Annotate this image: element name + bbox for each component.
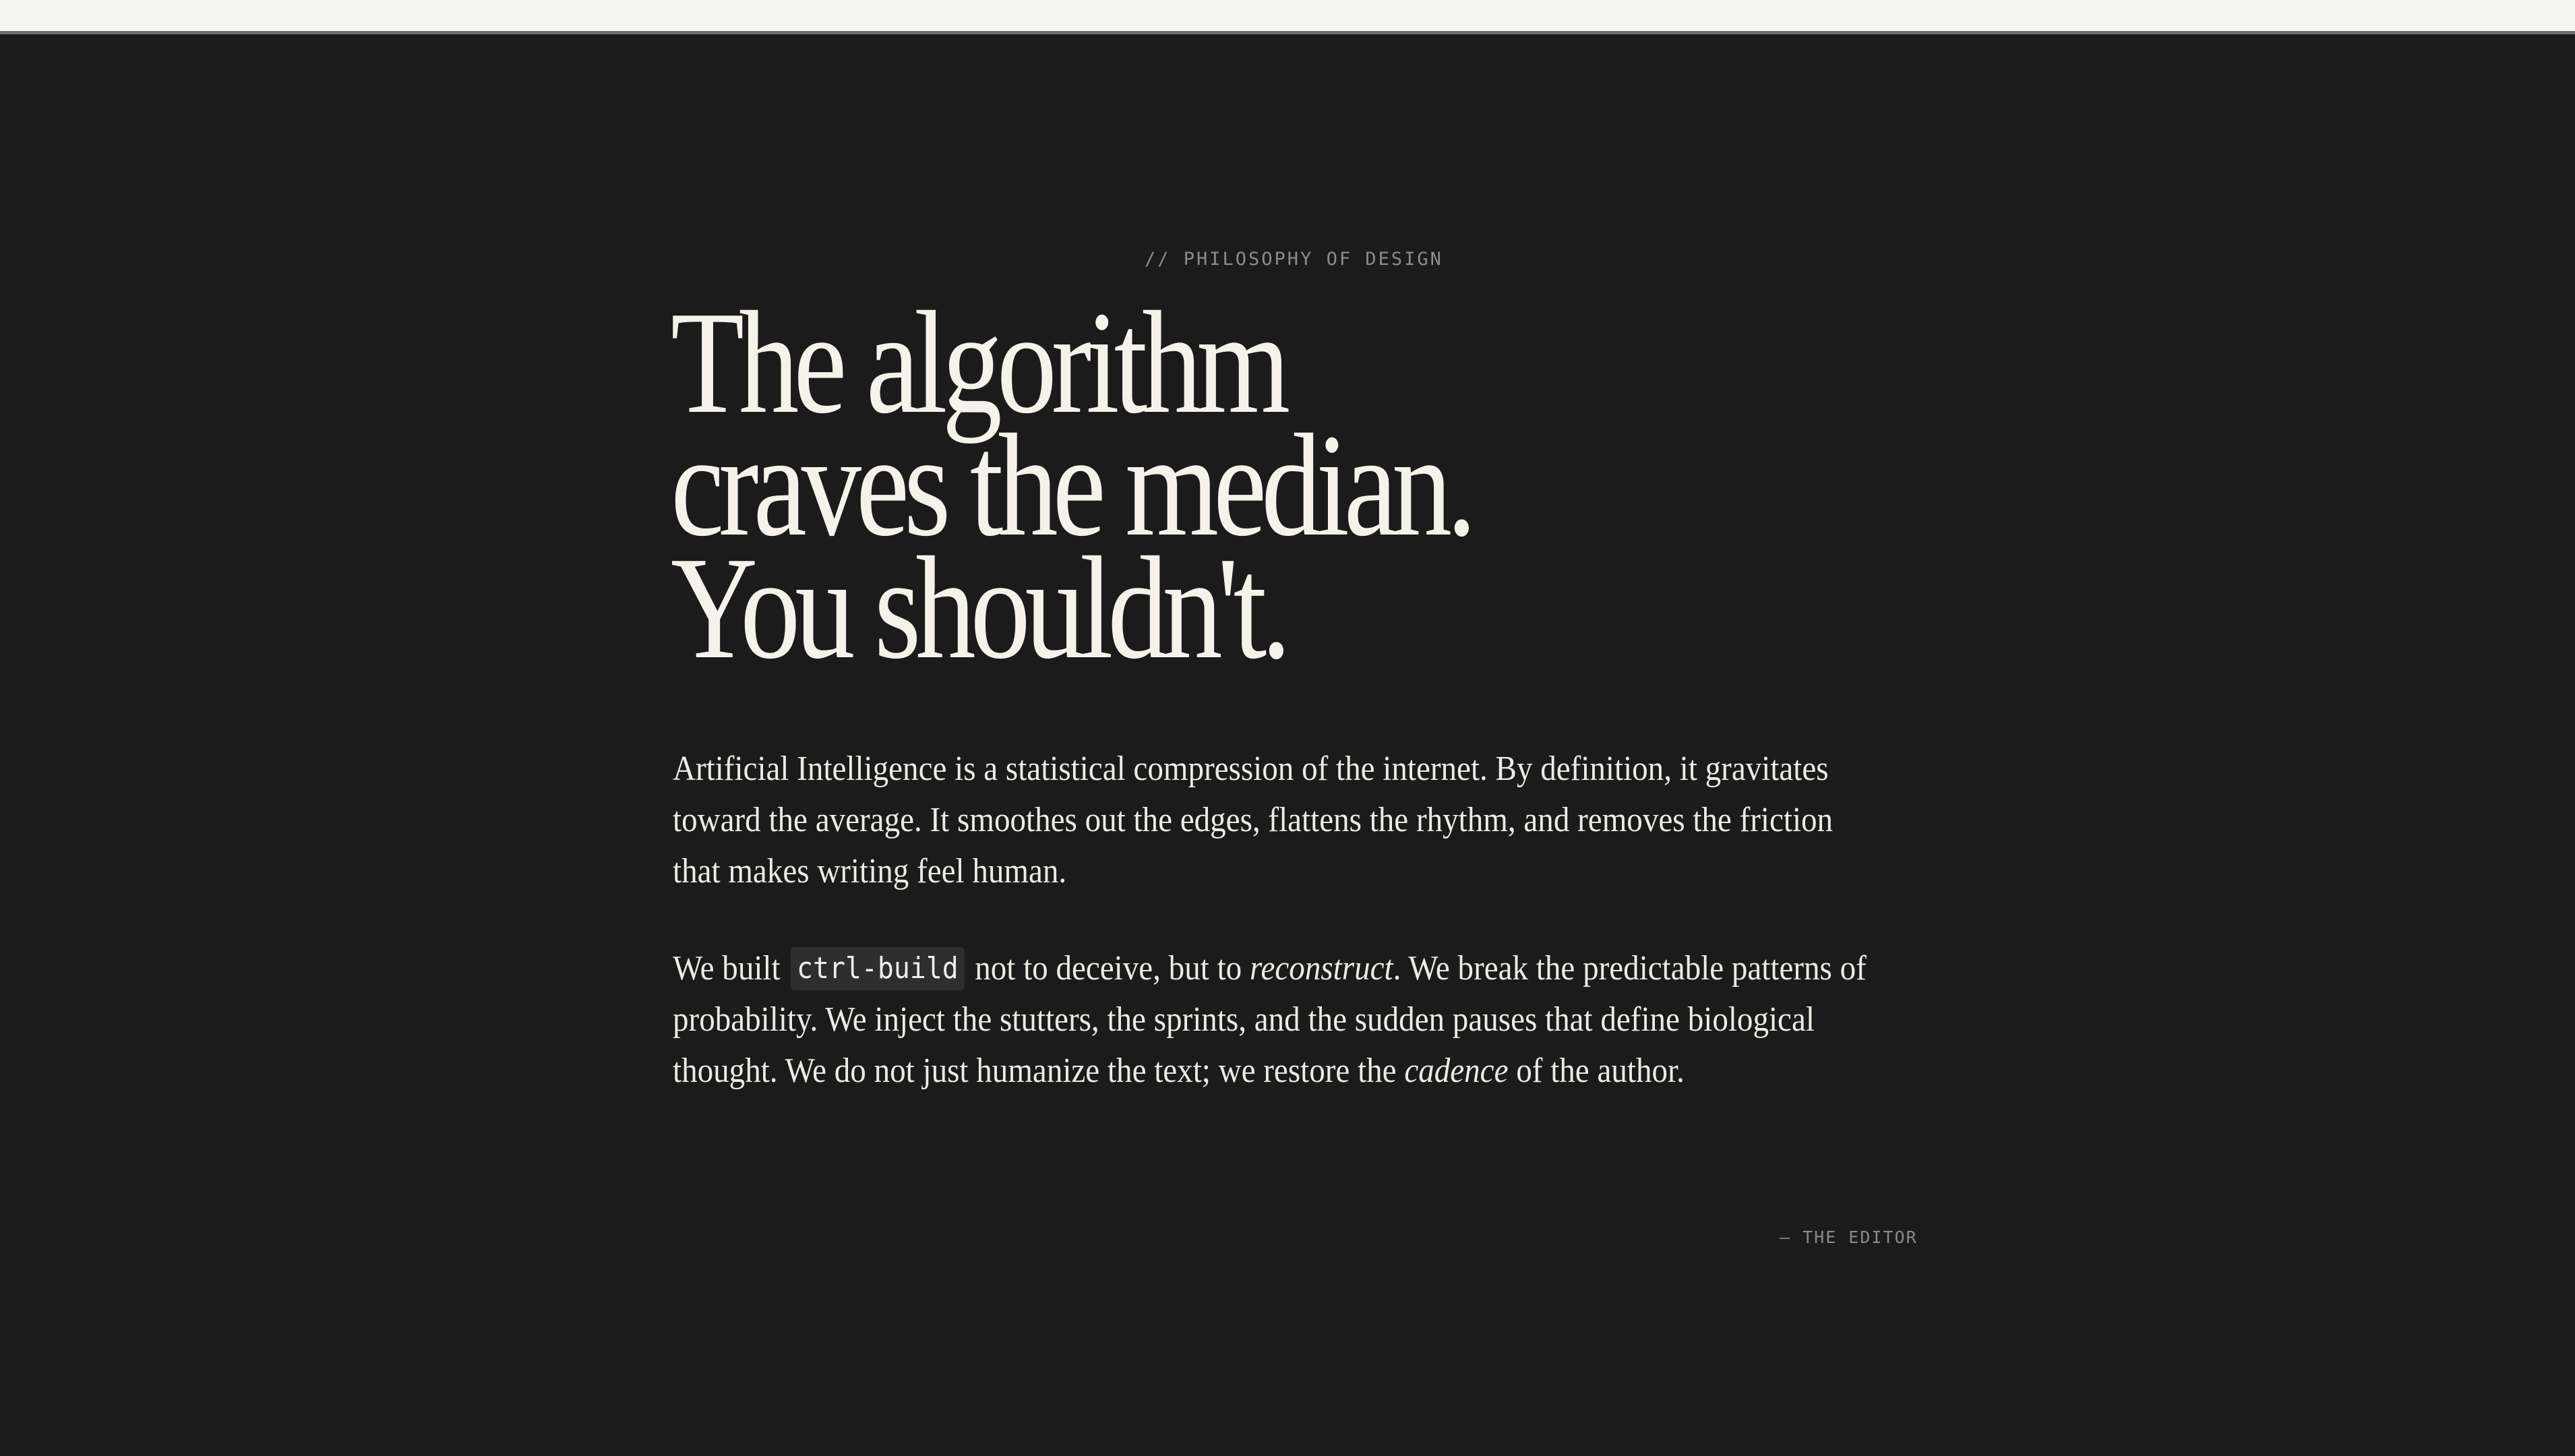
intro-line-2: toward the average. It smoothes out the edges, flattens the rhythm, and removes the friction (673, 801, 1834, 839)
mission-text: not to deceive, but to (975, 949, 1242, 988)
mission-text: . We break the predictable patterns of (1393, 949, 1867, 988)
headline-line-2: craves the median. (671, 404, 1472, 567)
emphasis-reconstruct: reconstruct (1249, 949, 1393, 988)
intro-line-1: Artificial Intelligence is a statistical compression of the internet. By definition, it gravitates (673, 750, 1829, 788)
mission-text: We built (673, 949, 781, 988)
headline-line-1: The algorithm (671, 282, 1285, 444)
mission-text: probability. We inject the stutters, the sprints, and the sudden pauses that define biological (673, 1000, 1815, 1039)
headline (671, 282, 1472, 690)
emphasis-cadence: cadence (1404, 1052, 1509, 1090)
manifesto-page (0, 34, 2575, 1456)
intro-paragraph (673, 744, 1834, 897)
product-name-code: ctrl-build (791, 947, 965, 990)
editor-signature: — THE EDITOR (1780, 1227, 1918, 1247)
browser-top-bar (0, 0, 2575, 34)
intro-line-3: that makes writing feel human. (673, 852, 1067, 890)
mission-text: of the author. (1516, 1052, 1685, 1090)
section-kicker: // PHILOSOPHY OF DESIGN (1145, 249, 1443, 270)
mission-paragraph (673, 943, 1867, 1097)
mission-text: thought. We do not just humanize the text; we restore the (673, 1052, 1397, 1090)
headline-line-3: You shouldn't. (671, 527, 1286, 690)
